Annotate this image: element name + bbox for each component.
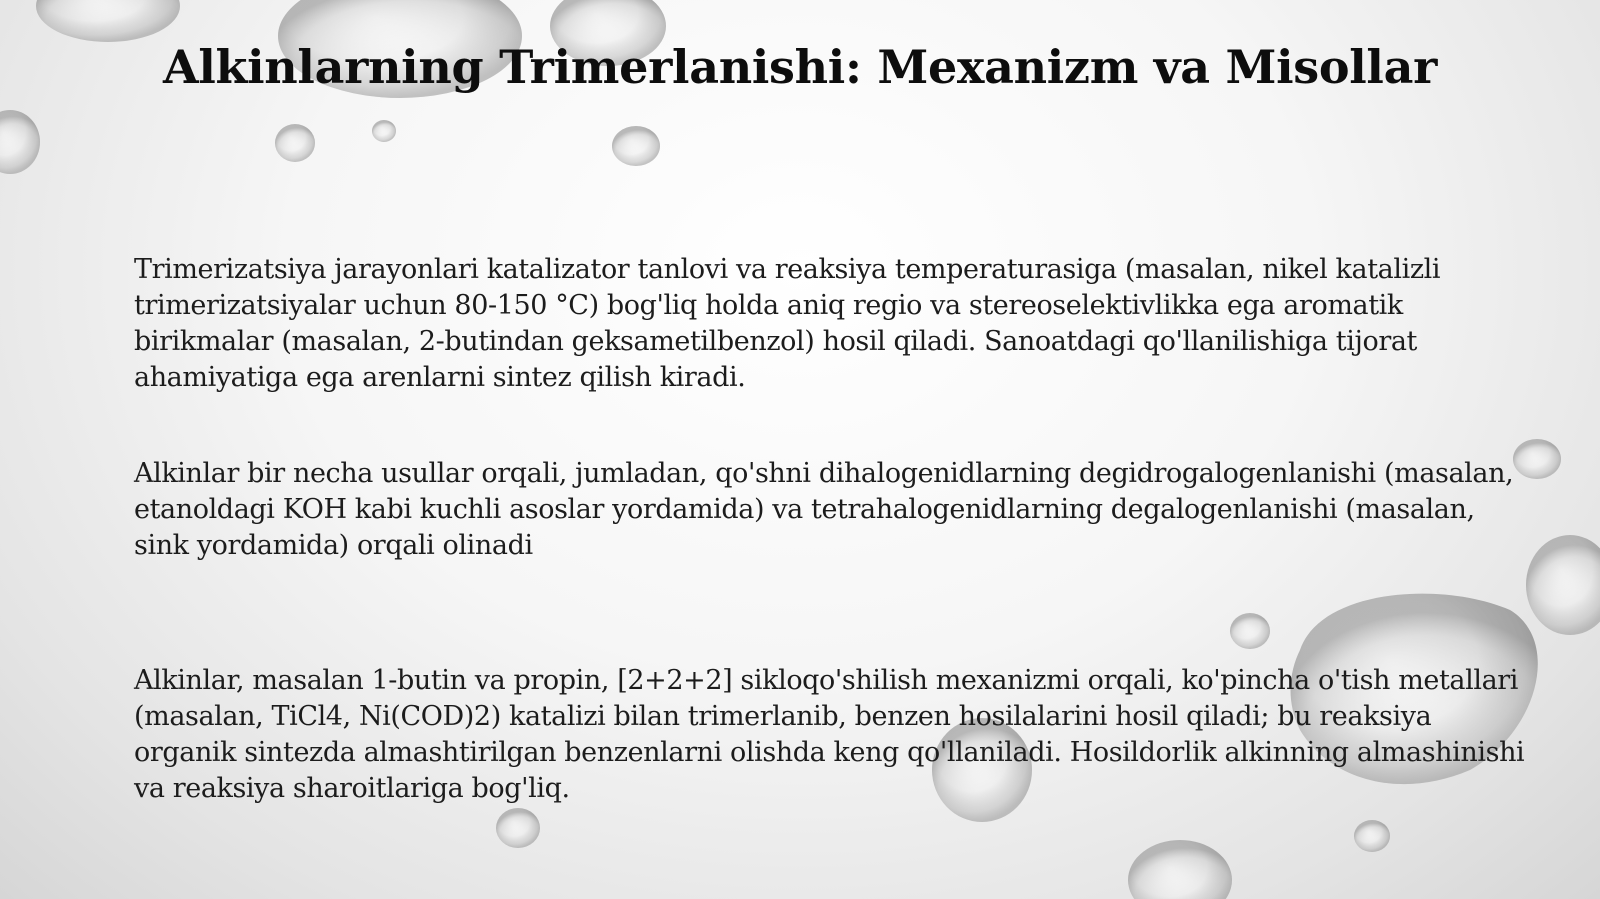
water-drop <box>275 124 315 162</box>
water-drop <box>1230 613 1270 649</box>
water-drop <box>372 120 396 142</box>
water-drop <box>1128 840 1232 899</box>
paragraph-alkyne-preparation: Alkinlar bir necha usullar orqali, jumladan, qo'shni dihalogenidlarning degidrogalogenlanishi (masalan, etanoldagi KOH kabi kuchli asoslar yordamida) va tetrahalogenidlarning degalogenlanishi (masalan, sink yordamida) orqali olinadi <box>134 458 1514 561</box>
water-drop <box>1526 535 1600 635</box>
water-drop <box>612 126 660 166</box>
water-drop <box>0 110 40 174</box>
water-drop <box>36 0 180 42</box>
water-drop <box>496 808 540 848</box>
paragraph-cycloaddition-mechanism: Alkinlar, masalan 1-butin va propin, [2+2+2] sikloqo'shilish mexanizmi orqali, ko'pincha o'tish metallari (masalan, TiCl4, Ni(COD)2) katalizi bilan trimerlanib, benzen hosilalarini hosil qiladi; bu reaksiya organik sintezda almashtirilgan benzenlarni olishda keng qo'llaniladi. Hosildorlik alkinning almashinishi va reaksiya sharoitlariga bog'liq. <box>134 665 1525 804</box>
water-drop <box>1354 820 1390 852</box>
paragraph-trimerization-conditions: Trimerizatsiya jarayonlari katalizator tanlovi va reaksiya temperaturasiga (masalan, nikel katalizli trimerizatsiyalar uchun 80-150 °C) bog'liq holda aniq regio va stereoselektivlikka ega aromatik birikmalar (masalan, 2-butindan geksametilbenzol) hosil qiladi. Sanoatdagi qo'llanilishiga tijorat ahamiyatiga ega arenlarni sintez qilish kiradi. <box>134 254 1441 393</box>
slide-title: Alkinlarning Trimerlanishi: Mexanizm va Misollar <box>162 40 1438 94</box>
